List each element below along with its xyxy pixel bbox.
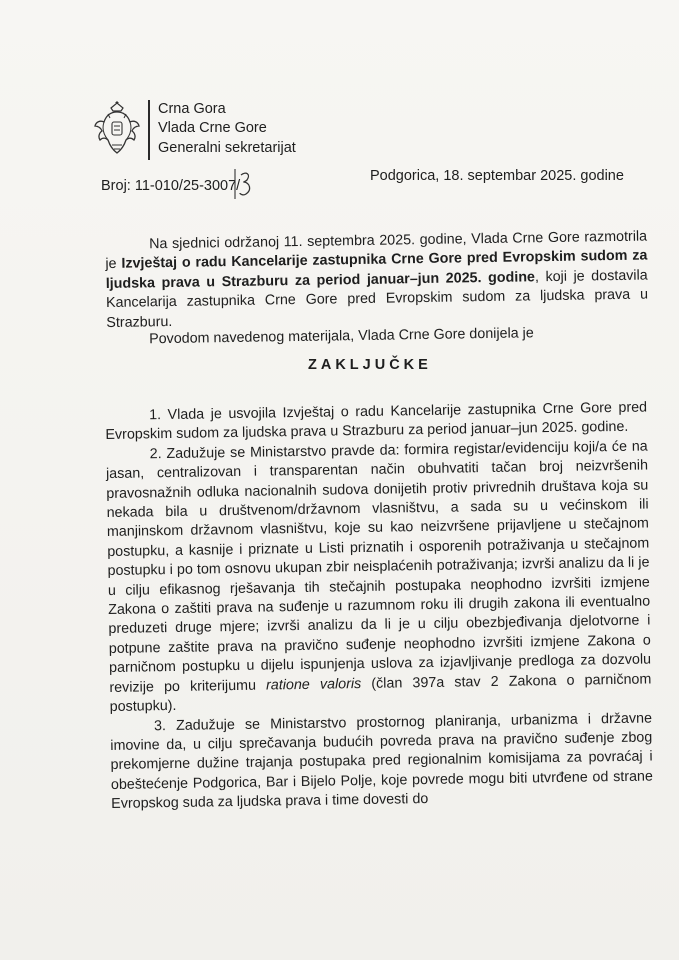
section-title: ZAKLJUČKE [308,357,432,373]
conclusion-3: 3. Zadužuje se Ministarstvo prostornog planiranja, urbanizma i državne imovine da, u cilju sprečavanja budućih povreda prava na pravično suđenje zbog prekomjerne dužine trajanja postupaka pred regionalnim komisijama za povraćaj i obeštećenje Podgorica, Bar i Bijelo Polje, koje povrede mogu biti utvrđene od strane Evropskog suda za ljudska prava i time dovesti do [110,709,653,813]
org-secretariat: Generalni sekretarijat [158,140,296,156]
intro-text-start: Na sjednici održanoj 11. septembra 2025. godine, Vlada Crne Gore razmotrila je [105,228,648,273]
reference-number [101,178,240,194]
report-title: Izvještaj o radu Kancelarije zastupnika Crne Gore pred Evropskim sudom za ljudska prava u Strazburu za period januar–jun 2025. godine [105,247,648,292]
latin-term: ratione valoris [265,675,362,694]
intro-paragraph [105,227,648,333]
org-country: Crna Gora [158,101,226,117]
coat-of-arms-icon [92,100,142,156]
decision-intro-text: Povodom navedenog materijala, Vlada Crne Gore donijela je [149,325,534,348]
intro-text-end: , koji je dostavila Kancelarija zastupnika Crne Gore pred Evropskim sudom za ljudska prava u Strazburu. [105,267,649,331]
place-and-date: Podgorica, 18. septembar 2025. godine [370,168,624,184]
handwritten-number-3 [232,167,256,201]
conclusion-1: 1. Vlada je usvojila Izvještaj o radu Kancelarije zastupnika Crne Gore pred Evropskim sudom za ljudska prava u Strazburu za period januar–jun 2025. godine. [105,399,648,444]
reference-number-printed: Broj: 11-010/25-3007/ [101,178,241,194]
conclusions-list [105,398,653,814]
conclusion-2 [106,437,652,717]
conclusion-2-end: (član 397a stav 2 Zakona o parničnom postupku). [109,671,652,716]
org-government: Vlada Crne Gore [158,120,267,136]
conclusion-2-text: 2. Zadužuje se Ministarstvo pravde da: formira registar/evidenciju koji/a će na jasan, centralizovan i transparentan način obuhvatiti tačan broj neizvršenih pravosnažnih odluka nacionalnih sudova donijetih protiv privrednih društava koja su nekada bila u društvenom/državnom vlasništvu, a sada su u većinskom ili manjinskom državnom vlasništvu, koje su kao neizvršene prijavljene u stečajnom postupku, a kasnije i priznate u Listi priznatih i osporenih potraživanja u stečajnom postupku i po tom osnovu ukupan zbir neisplaćenih potraživanja; izvrši analizu da li je u cilju efikasnog rješavanja tih stečajnih postupaka neophodno izvršiti izmjene Zakona o zaštiti prava na suđenje u razumnom roku ili drugih zakona ili eventualno preduzeti druge mjere; izvrši analizu da li je u cilju obezbjeđivanja djelotvorne i potpune zaštite prava na pravično suđenje neophodno izvršiti izmjene Zakona o parničnom postupku u dijelu ispunjenja uslova za izjavljivanje predloga za dozvolu revizije po kriterijumu [105,438,652,696]
header-divider [148,100,150,160]
